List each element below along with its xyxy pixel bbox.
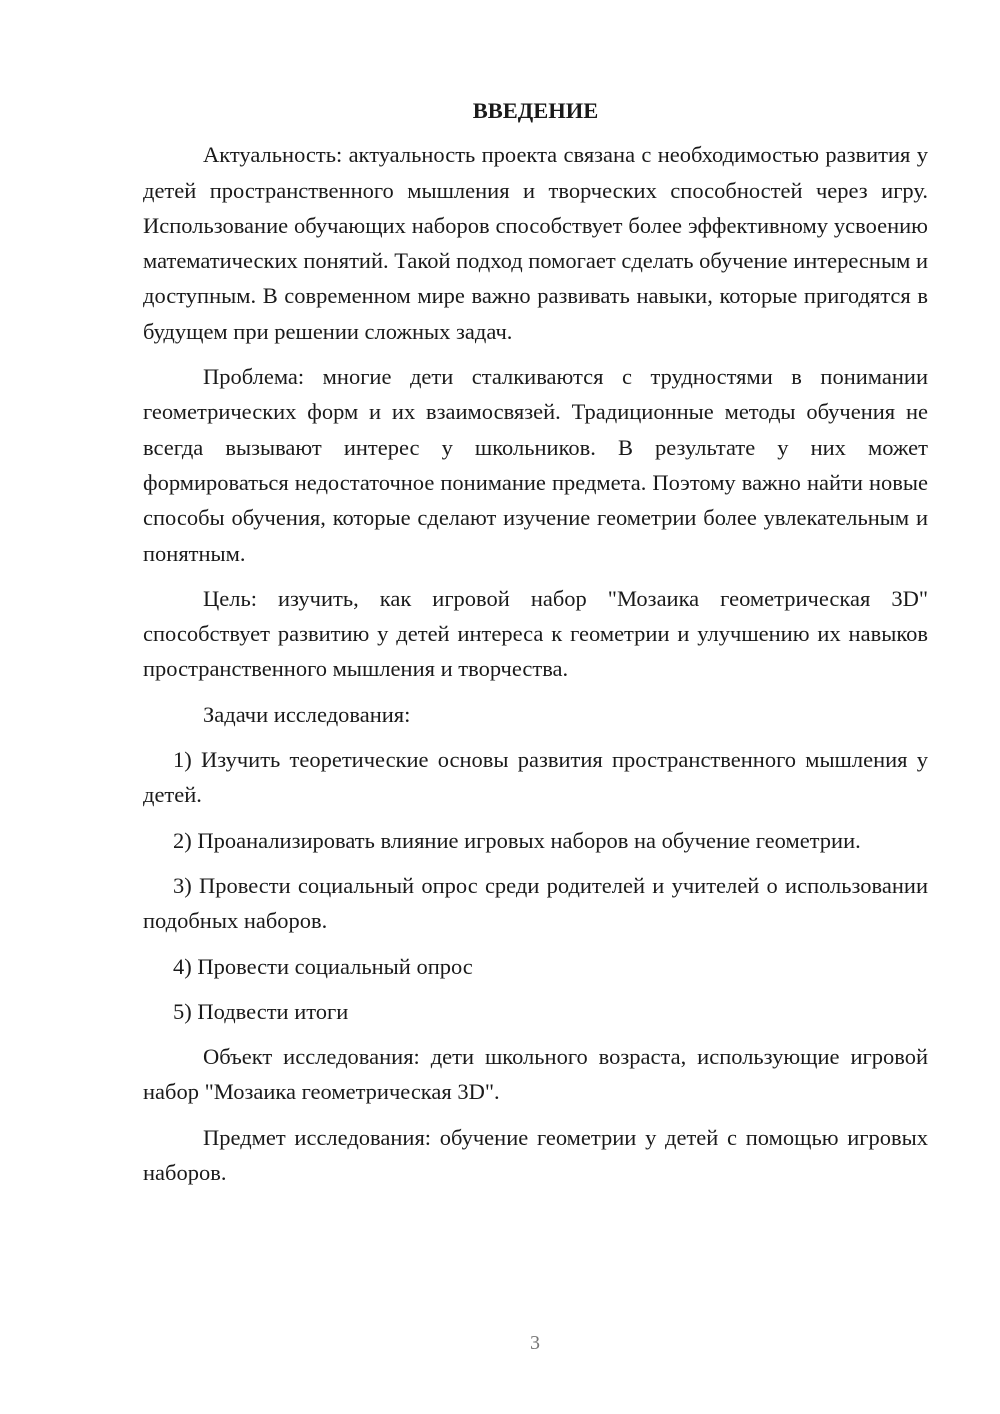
task-item-4: 4) Провести социальный опрос xyxy=(173,953,473,979)
page-number: 3 xyxy=(530,1332,540,1354)
subject-paragraph: Предмет исследования: обучение геометрии у детей с помощью игровых наборов. xyxy=(143,1124,928,1186)
task-item-1: 1) Изучить теоретические основы развития пространственного мышления у детей. xyxy=(143,747,928,808)
relevance-paragraph: Актуальность: актуальность проекта связана с необходимостью развития у детей пространственного мышления и творческих способностей через игру. Использование обучающих наборов способствует более эффективному усвоению математических понятий. Такой подход помогает сделать обучение интересным и доступным. В современном мире важно развивать навыки, которые пригодятся в будущем при решении сложных задач. xyxy=(143,142,928,344)
task-item-5: 5) Подвести итоги xyxy=(173,998,349,1024)
task-item-2: 2) Проанализировать влияние игровых наборов на обучение геометрии. xyxy=(173,827,861,853)
problem-paragraph: Проблема: многие дети сталкиваются с трудностями в понимании геометрических форм и их взаимосвязей. Традиционные методы обучения не всегда вызывают интерес у школьников. В результате у них может формироваться недостаточное понимание предмета. Поэтому важно найти новые способы обучения, которые сделают изучение геометрии более увлекательным и понятным. xyxy=(143,364,928,566)
object-paragraph: Объект исследования: дети школьного возраста, использующие игровой набор "Мозаика геометрическая 3D". xyxy=(143,1044,928,1105)
document-page xyxy=(143,93,928,1200)
section-heading: ВВЕДЕНИЕ xyxy=(472,98,599,123)
goal-paragraph: Цель: изучить, как игровой набор "Мозаика геометрическая 3D" способствует развитию у детей интереса к геометрии и улучшению их навыков пространственного мышления и творчества. xyxy=(143,585,928,682)
tasks-intro: Задачи исследования: xyxy=(203,701,411,727)
task-item-3: 3) Провести социальный опрос среди родителей и учителей о использовании подобных наборов. xyxy=(143,872,928,934)
